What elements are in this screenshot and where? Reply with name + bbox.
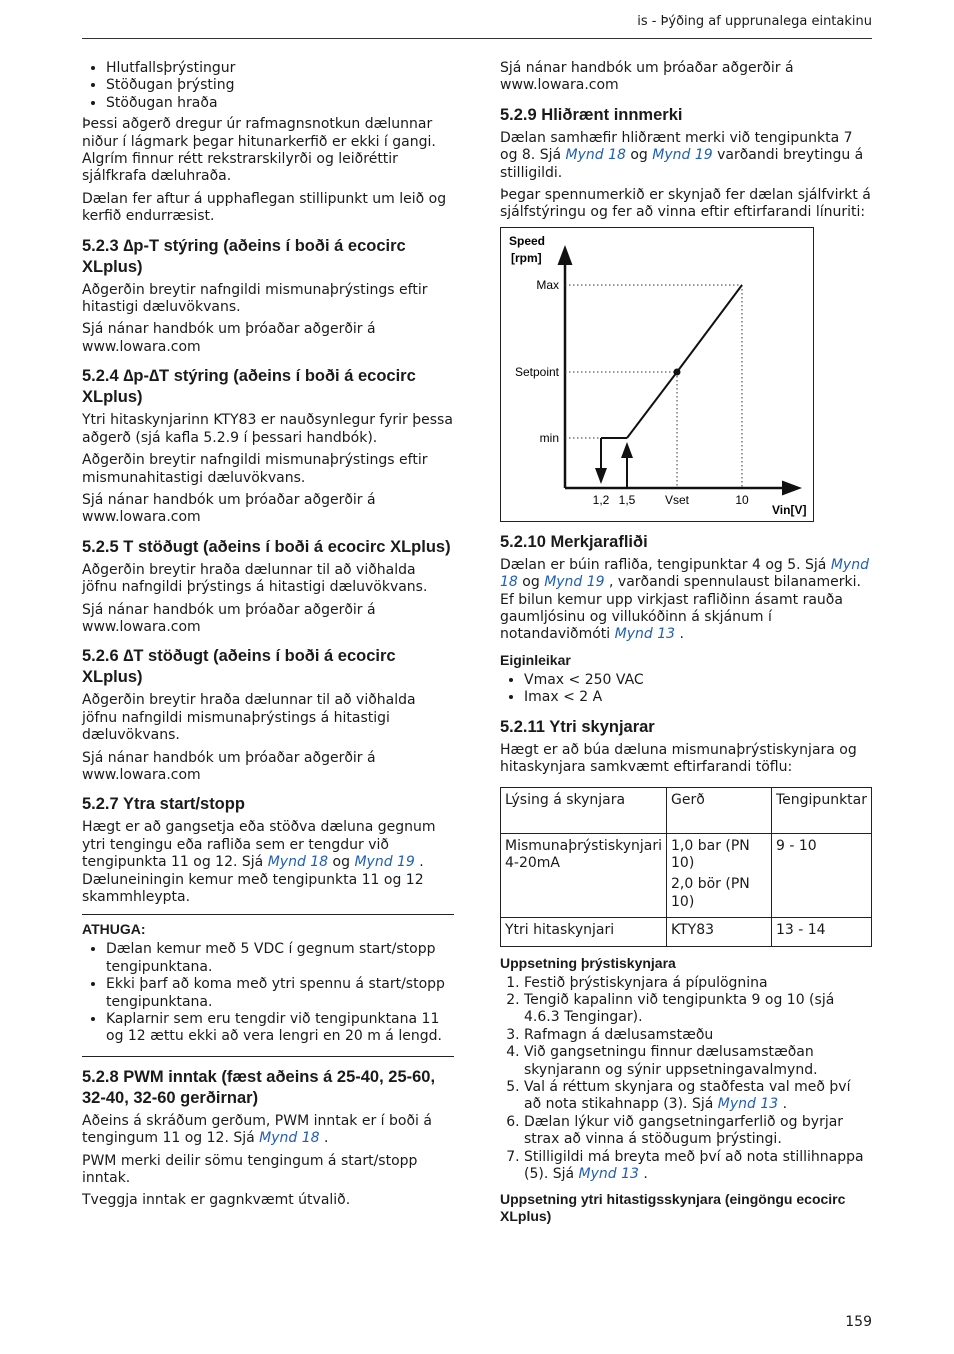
y-tick-label: min [539, 430, 559, 445]
text: . [675, 626, 684, 643]
paragraph [82, 819, 454, 906]
speed-chart [500, 227, 814, 522]
table-header-cell: Gerð [667, 787, 772, 833]
text: og [328, 854, 355, 871]
text: , varðandi spennulaust bilanamerki. Ef bilun kemur upp virkjast rafliðinn ásamt rauða gaumljósinu og villukóðinn á skjánum í notandaviðmóti [500, 574, 861, 643]
cell-line: 1,0 bar (PN 10) [671, 837, 750, 871]
list-item: 3. Rafmagn á dælusamstæðu [524, 1027, 872, 1044]
text: Val á réttum skynjara og staðfesta val með því að nota stikahnapp (3). Sjá [524, 1078, 851, 1113]
section-heading-5-2-7: 5.2.7 Ytra start/stopp [82, 795, 245, 814]
figure-link[interactable]: Mynd 19 [544, 574, 605, 591]
table-header-cell: Tengipunktar [772, 787, 872, 833]
paragraph: Dælan fer aftur á upphaflegan stillipunkt um leið og kerfið endurræsist. [82, 190, 447, 225]
paragraph: Sjá nánar handbók um þróaðar aðgerðir á www.lowara.com [82, 601, 376, 635]
text: Stilligildi má breyta með því að nota stillihnappa (5). Sjá [524, 1148, 864, 1182]
paragraph: Aðgerðin breytir hraða dælunnar til að viðhalda jöfnu nafngildi þrýstings á hitastigi dæluvökvans. [82, 561, 428, 596]
properties-list [500, 672, 872, 707]
paragraph: Aðgerðin breytir hraða dælunnar til að viðhalda jöfnu nafngildi mismunaþrýstings á hitastigi dæluvökvans. [82, 692, 416, 744]
subheading-setup: Uppsetning þrýstiskynjara [500, 954, 676, 971]
table-cell [667, 833, 772, 918]
speed-line [627, 285, 742, 438]
note-title: ATHUGA: [82, 921, 146, 938]
section-heading-5-2-5: 5.2.5 T stöðugt (aðeins í boði á ecocirc XLplus) [82, 537, 451, 556]
paragraph: PWM merki deilir sömu tengingum á start/stopp inntak. [82, 1152, 418, 1187]
y-tick-label: Max [536, 277, 559, 292]
x-tick-label: Vset [664, 492, 690, 507]
list-item: 6. Dælan lýkur við gangsetningarferlið og byrjar strax að vinna á stöðugum þrýstingi. [524, 1114, 872, 1149]
list-item [524, 1149, 872, 1184]
header-title: is - Þýðing af upprunalega eintakinu [637, 14, 872, 29]
setup-steps [500, 975, 872, 1184]
paragraph: Sjá nánar handbók um þróaðar aðgerðir á www.lowara.com [82, 749, 376, 783]
table-cell: KTY83 [667, 918, 772, 946]
paragraph [500, 130, 872, 182]
figure-link[interactable]: Mynd 18 [259, 1130, 320, 1147]
text: Dælan samhæfir hliðrænt merki við tengipunkta 7 og 8. Sjá [500, 129, 853, 164]
text: og [625, 147, 653, 164]
figure-link[interactable]: Mynd 13 [614, 626, 676, 643]
paragraph: Aðgerðin breytir nafngildi mismunaþrýstings eftir hitastigi dæluvökvans. [82, 281, 428, 316]
table-cell: Ytri hitaskynjari [501, 918, 667, 946]
paragraph: Aðgerðin breytir nafngildi mismunaþrýstings eftir mismunahitastigi dæluvökvans. [82, 452, 428, 486]
page-number: 159 [845, 1314, 872, 1330]
text: . [319, 1130, 329, 1147]
text: . [638, 1166, 648, 1182]
note-list [82, 941, 454, 1045]
paragraph: Þessi aðgerð dregur úr rafmagnsnotkun dælunnar niður í lágmark þegar hitunarkerfið er ekki í gangi. Algrím finnur rétt rekstrarskilyrði og leiðréttir sjálfkrafa dæluhraða. [82, 116, 436, 185]
section-heading-5-2-10: 5.2.10 Merkjarafliði [500, 532, 648, 551]
paragraph: Sjá nánar handbók um þróaðar aðgerðir á www.lowara.com [82, 491, 376, 526]
list-item: • Ekki þarf að koma með ytri spennu á start/stopp tengipunktana. [106, 976, 454, 1011]
list-item: • Kaplarnir sem eru tengdir við tengipunktana 11 og 12 ættu ekki að vera lengri en 20 m á lengd. [106, 1011, 454, 1046]
text: Aðeins á skráðum gerðum, PWM inntak er í boði á tengingum 11 og 12. Sjá [82, 1112, 432, 1147]
header-rule [82, 38, 872, 39]
paragraph [82, 1113, 454, 1148]
right-column [500, 60, 872, 1228]
text: Dælan er búin rafliða, tengipunktar 4 og 5. Sjá [500, 556, 831, 573]
text: . Dæluneiningin kemur með tengipunkta 11 og 12 skammhleypta. [82, 854, 424, 905]
table-cell: 13 - 14 [772, 918, 872, 946]
figure-link[interactable]: Mynd 19 [652, 147, 713, 164]
chart-marks [515, 278, 749, 507]
section-heading-5-2-4: 5.2.4 ∆p-∆T stýring (aðeins í boði á ecocirc XLplus) [82, 367, 416, 407]
left-column [82, 60, 454, 1215]
paragraph: Þegar spennumerkið er skynjað fer dælan sjálfvirkt á sjálfstýringu og fer að vinna eftir eftirfarandi línuriti: [500, 187, 871, 221]
text: Hægt er að gangsetja eða stöðva dæluna gegnum ytri tengingu eða rafliða sem er tengdur við tengipunkta 11 og 12. Sjá [82, 819, 436, 871]
x-tick-label: 1,2 [592, 492, 610, 507]
list-item: • Dælan kemur með 5 VDC í gegnum start/stopp tengipunktana. [106, 941, 454, 976]
section-heading-5-2-9: 5.2.9 Hliðrænt innmerki [500, 105, 683, 124]
section-heading-5-2-11: 5.2.11 Ytri skynjarar [500, 717, 655, 736]
text: og [517, 574, 545, 591]
paragraph: Sjá nánar handbók um þróaðar aðgerðir á www.lowara.com [82, 321, 376, 355]
x-tick-label: 10 [735, 492, 749, 507]
sensor-table [500, 787, 872, 947]
table-cell: Mismunaþrýstiskynjari 4-20mA [501, 833, 667, 918]
note-box [82, 914, 454, 1056]
setpoint-marker [674, 368, 681, 375]
figure-link[interactable]: Mynd 18 [267, 854, 329, 871]
paragraph: Sjá nánar handbók um þróaðar aðgerðir á www.lowara.com [500, 60, 794, 94]
paragraph: Ytri hitaskynjarinn KTY83 er nauðsynlegur fyrir þessa aðgerð (sjá kafla 5.2.9 í þessari handbók). [82, 412, 453, 446]
speed-chart-svg [501, 228, 813, 521]
table-header-row [501, 787, 872, 833]
list-item: • Stöðugan þrýsting [106, 77, 454, 94]
list-item: • Hlutfallsþrýstingur [106, 60, 454, 77]
figure-link[interactable]: Mynd 13 [578, 1166, 639, 1182]
text: varðandi breytingu á stilligildi. [500, 147, 864, 181]
section-heading-5-2-8: 5.2.8 PWM inntak (fæst aðeins á 25-40, 25-60, 32-40, 32-60 gerðirnar) [82, 1067, 436, 1107]
table-cell: 9 - 10 [772, 833, 872, 918]
figure-link[interactable]: Mynd 18 [565, 147, 626, 164]
table-header-cell: Lýsing á skynjara [501, 787, 667, 833]
figure-link[interactable]: Mynd 13 [717, 1096, 779, 1113]
list-item: 4. Við gangsetningu finnur dælusamstæðan skynjarann og sýnir uppsetningavalmynd. [524, 1044, 872, 1079]
y-axis-unit: [rpm] [511, 250, 542, 265]
paragraph: Hægt er að búa dæluna mismunaþrýstiskynjara og hitaskynjara samkvæmt eftirfarandi töflu: [500, 741, 857, 776]
y-tick-label: Setpoint [514, 364, 559, 379]
paragraph: Tveggja inntak er gagnkvæmt útvalið. [82, 1192, 351, 1209]
list-item [524, 1079, 872, 1114]
text: . [778, 1096, 788, 1113]
paragraph [500, 557, 872, 644]
y-axis-label: Speed [509, 233, 546, 248]
figure-link[interactable]: Mynd 19 [354, 854, 415, 871]
section-heading-5-2-6: 5.2.6 ∆T stöðugt (aðeins í boði á ecocirc XLplus) [82, 647, 396, 687]
cell-line: 2,0 bör (PN 10) [671, 876, 750, 910]
list-item: 2. Tengið kapalinn við tengipunkta 9 og 10 (sjá 4.6.3 Tengingar). [524, 992, 872, 1027]
list-item: 1. Festið þrýstiskynjara á pípulögnina [524, 975, 872, 992]
list-item: • Vmax < 250 VAC [524, 672, 872, 689]
x-axis-label: Vin[V] [772, 502, 807, 517]
list-item: • Stöðugan hraða [106, 95, 454, 112]
figure-link[interactable]: Mynd 18 [500, 556, 869, 591]
table-row [501, 833, 872, 918]
subheading-temp-sensor: Uppsetning ytri hitastigsskynjara (eingöngu ecocirc XLplus) [500, 1191, 846, 1225]
list-item: • Imax < 2 A [524, 689, 872, 706]
section-heading-5-2-3: 5.2.3 ∆p-T stýring (aðeins í boði á ecocirc XLplus) [82, 236, 406, 276]
x-tick-label: 1,5 [618, 492, 636, 507]
intro-bullets [82, 60, 454, 112]
table-row [501, 918, 872, 946]
subheading-eiginleikar: Eiginleikar [500, 651, 571, 668]
